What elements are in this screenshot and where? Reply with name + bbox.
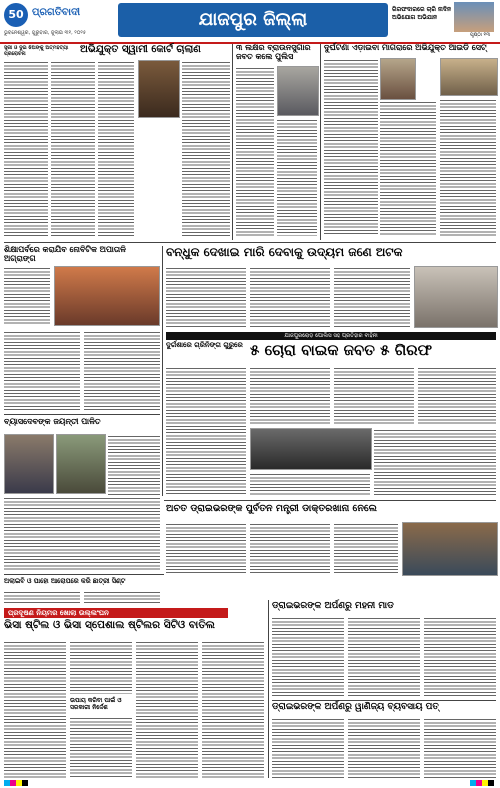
s12-column-1 [272,616,344,696]
s11-column-1 [4,640,66,778]
s1-headline: ଅଭିଯୁକ୍ତ ସ୍ୱାମୀ କୋର୍ଟ ଚାଲାଣ [80,44,201,55]
s8-column-2 [4,496,160,570]
s2-headline: ୩ ଲକ୍ଷର ବ୍ରାଉନସୁଗାର ଜବତ କଲେ ପୁଲିସ [236,43,311,61]
s6-column-5 [250,472,370,496]
s3-column-3 [440,98,496,236]
logo-badge: 50 [4,3,28,27]
s6-photo [250,428,372,470]
s10-headline: ଅଲାଇବି ଓ ପାହୋ ଆରୋପରେ କରି ଛାତ୍ରୀ ସିଣ୍ଟ [4,577,126,585]
s13-headline: ଡ୍ରାଇଭରଙ୍କ ଅର୍ପଣରୁ ୱାଣିଜ୍ୟ ବ୍ୟବସାୟ ପତ୍ [272,702,439,712]
s12-headline: ଡ୍ରାଇଭରଙ୍କ ଅର୍ପଣରୁ ମହନୀ ମାଡ [272,601,394,611]
promo-photo [454,2,494,32]
column-rule [232,44,233,240]
s5-headline: ବନ୍ଧୁକ ଦେଖାଇ ମାରି ଦେବାକୁ ଉଦ୍ୟମ ଜଣେ ଅଟକ [166,245,403,259]
s6-column-2 [334,366,414,424]
s14-headline: ଉପାୟ କରିବା ପାଇଁ ଓ ସରକାରୀ ନିର୍ଦ୍ଦେଶ [70,697,122,711]
s3-headline: ଦୁର୍ଘଟଣା ଏଡ଼ାଇବା ମାଗରାରେ ଅଭିଯୁକ୍ତ ଆଇଡି ସେଟ୍ [324,43,487,52]
s7-headline: ଦୁର୍ଗଶାରେ ଗ୍ରିନିଙ୍ଗ ଗୁରୁରେ [166,341,243,349]
s3-photo-2 [440,58,498,96]
s2-column-2 [277,118,317,236]
s1-column-1 [4,60,48,236]
paper-name: ପ୍ରଗତିବାଦୀ [32,7,81,18]
s2-column-1 [236,66,274,236]
s10-column-2 [84,590,160,604]
s11-kicker: ପ୍ରଦୂଷଣ ନିୟମର ଖୋଲା ଉଲ୍ଲଂଘନ [4,608,228,618]
s3-column-1 [324,58,378,236]
s5-photo [414,266,498,328]
s9-photo [402,522,498,576]
s11-column-2 [70,640,132,694]
s6-headline: ୫ ଚୋରା ବାଇକ ଜବତ ୫ ଗିରଫ [250,341,433,359]
s9-column-1 [166,522,246,574]
s4-column-1 [4,266,50,326]
s1-photo [138,60,180,118]
s4-column-3 [84,330,160,410]
s3-photo-1 [380,58,416,100]
s5-column-2 [250,266,330,328]
s1-column-4 [182,60,230,236]
s1-kicker: ସ୍ତ୍ରୀ ଓ ଦୁଇ ଝିଅଙ୍କୁ ଅତ୍ମହତ୍ୟା ପ୍ରରୋଚନା [4,45,69,57]
s12-column-3 [424,616,496,696]
row-rule [272,700,496,701]
s13-column-1 [272,717,344,778]
page-title: ଯାଜପୁର ଜିଲ୍ଲା [118,3,388,37]
row-rule [4,574,164,575]
s9-column-3 [334,522,398,574]
column-rule [320,44,321,240]
s7-column-1 [166,366,246,496]
paper-logo [4,3,86,27]
s6-column-3 [418,366,496,424]
s1-column-2 [51,60,95,236]
s2-photo [277,66,319,116]
s11-column-5 [202,640,264,778]
s11-headline: ଭିସା ଷ୍ଟିଲ ଓ ଭିସା ସ୍ପେଶାଲ ଷ୍ଟିଲର ସିଟିଓ ବାତିଲ [4,619,215,631]
column-rule [162,246,163,496]
s6-column-4 [374,428,496,496]
row-rule [4,242,496,243]
s5-column-3 [334,266,410,328]
row-rule [4,414,160,415]
s9-column-2 [250,522,330,574]
s13-column-3 [424,717,496,778]
column-rule [268,600,269,778]
page-number: ପୃଷ୍ଠା ୧୩ [470,32,491,38]
s10-column-1 [4,590,80,604]
promo-text: ଗିରଫଦାରରେ ଚାରି ନାଦିନ ଅଭିଯୋଗ ଅଭିଯାନ [392,6,452,21]
s6-column-1 [250,366,330,424]
s8-photo-1 [4,434,54,494]
color-registration-strip [4,780,28,786]
s11-column-3 [70,716,132,778]
s4-column-2 [4,330,80,410]
s8-photo-2 [56,434,106,494]
masthead [0,0,500,44]
s13-column-2 [348,717,420,778]
color-registration-strip [470,780,494,786]
date-line: ଭୁବନେଶ୍ୱର, ଗୁରୁବାର, ଜୁଲାଇ ୩୧, ୨୦୨୫ [4,30,86,36]
row-rule [164,500,496,501]
s9-headline: ଅଚତ ଡ୍ରାଇଭରଙ୍କ ପୁର୍ବତନ ମନ୍ତ୍ରୀ ଡାକ୍ତରଖାନା ନେଲେ [166,503,377,514]
s6-kicker: ଯାଜପୁରରୋଡ଼ ପୋଲିସ ସହ ପ୍ରତିହାର ବାହିନୀ [166,332,496,340]
s8-column-1 [108,434,160,496]
promo-box [392,2,496,36]
s11-column-4 [136,640,198,778]
s1-column-3 [98,60,134,236]
s4-photo [54,266,160,326]
s5-column-1 [166,266,246,328]
s8-headline: ବ୍ୟାସଦେବଙ୍କ ଜୟନ୍ତୀ ପାଳିତ [4,417,101,426]
s4-headline: ଶିକ୍ଷାପର୍ବରେ କରାଯିବ ନୋବିଟିକ ଅପାତାଳି ଅଗ୍ରାଙ୍ଗ [4,245,126,263]
s12-column-2 [348,616,420,696]
s3-column-2 [380,100,436,236]
